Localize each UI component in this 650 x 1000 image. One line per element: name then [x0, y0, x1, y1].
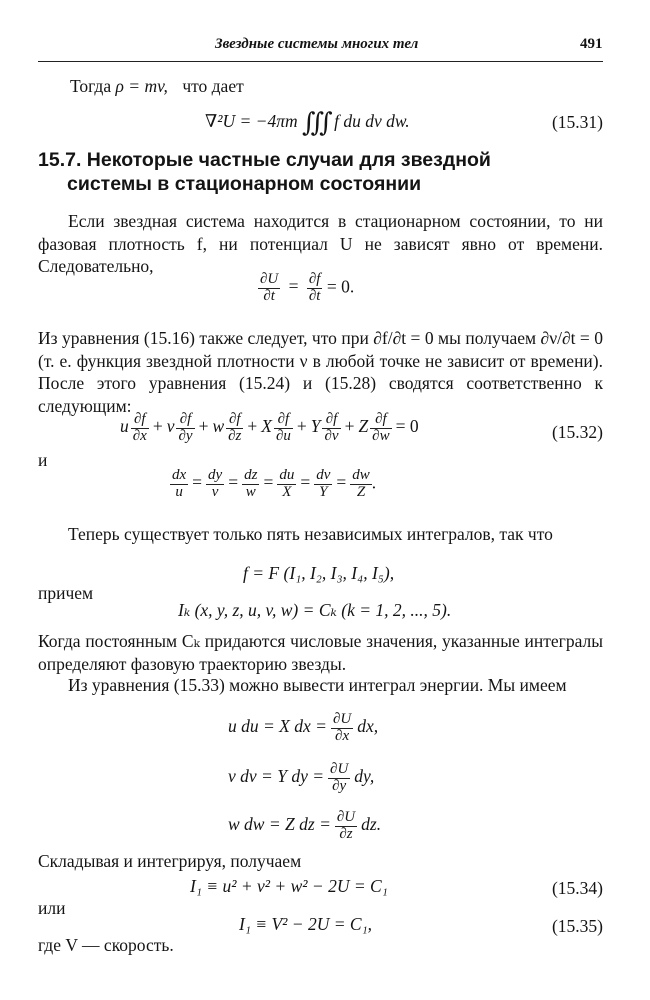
- plus-sign: +: [344, 416, 355, 437]
- stationary-tail: = 0.: [326, 276, 355, 297]
- eq-15-31-lhs: ∇²U = −4πm: [205, 111, 298, 131]
- eq-number-15-32: (15.32): [551, 422, 603, 442]
- energy-tail: dz.: [361, 814, 382, 835]
- term-coefficient: v: [166, 416, 175, 437]
- fraction-dU-dt: $\frac{\partial U}{\partial t}$: [260, 271, 279, 304]
- eq-15-32-tail: = 0: [395, 416, 419, 437]
- characteristic-fraction: $\frac{dz}{w}$: [244, 467, 258, 500]
- characteristic-fraction: $\frac{dv}{Y}$: [316, 467, 331, 500]
- characteristic-fraction: $\frac{dx}{u}$: [172, 467, 187, 500]
- eq-number-15-35: (15.35): [551, 916, 603, 936]
- rho-equation: ρ = mv,: [115, 76, 168, 96]
- energy-tail: dy,: [354, 766, 375, 787]
- term-coefficient: X: [261, 416, 272, 437]
- term-coefficient: u: [120, 416, 129, 437]
- term-fraction: $\frac{\partial f}{\partial z}$: [228, 411, 242, 444]
- characteristic-fraction: $\frac{dy}{v}$: [208, 467, 223, 500]
- energy-equation: [228, 712, 378, 745]
- energy-tail: dx,: [357, 716, 379, 737]
- eq-15-31-rhs: f du dv dw.: [334, 111, 410, 131]
- energy-lhs: w dw = Z dz =: [228, 814, 331, 835]
- fraction-df-dt: $\frac{\partial f}{\partial t}$: [308, 271, 321, 304]
- term-fraction: $\frac{\partial f}{\partial x}$: [132, 411, 147, 444]
- section-title-line1: 15.7. Некоторые частные случаи для звездной: [38, 149, 491, 171]
- energy-lhs: v dv = Y dy =: [228, 766, 325, 787]
- plus-sign: +: [198, 416, 209, 437]
- equation-f: f = F (I₁, I₂, I₃, I₄, I₅),: [243, 563, 395, 583]
- eq-number-15-34: (15.34): [551, 878, 603, 898]
- paragraph-reduction: Из уравнения (15.16) также следует, что при ∂f/∂t = 0 мы получаем ∂ν/∂t = 0 (т. е. функция звездной плотности ν в любой точке не зависит от времени). После этого уравнения (15.24) и (15.28) сводятся соответственно к следующим:: [38, 328, 603, 416]
- equals-sign: =: [300, 472, 311, 493]
- equation-15-31: [205, 108, 410, 138]
- energy-lhs: u du = X dx =: [228, 716, 327, 737]
- characteristic-fraction: $\frac{du}{X}$: [279, 467, 295, 500]
- term-coefficient: w: [212, 416, 225, 437]
- energy-fraction: $\frac{\partial U}{\partial z}$: [336, 809, 356, 842]
- triple-integral-sign: ∭: [302, 108, 330, 137]
- equation-15-35: I₁ ≡ V² − 2U = C₁,: [239, 914, 373, 934]
- plus-sign: +: [296, 416, 307, 437]
- eq-number-15-31: (15.31): [551, 112, 603, 132]
- equals-sign: =: [336, 472, 347, 493]
- word-or: или: [38, 898, 66, 918]
- energy-fraction: $\frac{\partial U}{\partial y}$: [330, 761, 349, 794]
- term-fraction: $\frac{\partial f}{\partial w}$: [372, 411, 390, 444]
- header-rule: [38, 61, 603, 62]
- paragraph-energy: Из уравнения (15.33) можно вывести интеграл энергии. Мы имеем: [68, 675, 567, 695]
- characteristics-tail: .: [371, 472, 377, 493]
- intro-suffix: что дает: [182, 76, 244, 96]
- plus-sign: +: [247, 416, 258, 437]
- equals-sign: =: [228, 472, 239, 493]
- speed-definition: где V — скорость.: [38, 935, 174, 955]
- equation-15-32: [120, 412, 419, 445]
- equation-Ik: Iₖ (x, y, z, u, v, w) = Cₖ (k = 1, 2, ..., 5).: [178, 600, 452, 620]
- term-fraction: $\frac{\partial f}{\partial v}$: [324, 411, 339, 444]
- paragraph-summing: Складывая и интегрируя, получаем: [38, 851, 302, 871]
- energy-equation: [228, 762, 374, 795]
- equals-sign: =: [192, 472, 203, 493]
- energy-fraction: $\frac{\partial U}{\partial x}$: [332, 711, 352, 744]
- energy-equation: [228, 810, 381, 843]
- term-fraction: $\frac{\partial f}{\partial y}$: [178, 411, 193, 444]
- paragraph-stationary: Если звездная система находится в стационарном состоянии, то ни фазовая плотность f, ни потенциал U не зависят явно от времени. Следовательно,: [38, 211, 603, 276]
- section-title-line2: системы в стационарном состоянии: [67, 173, 422, 195]
- equation-characteristics: [170, 468, 376, 501]
- intro-prefix: Тогда: [70, 76, 116, 96]
- term-coefficient: Z: [358, 416, 369, 437]
- word-prichem: причем: [38, 583, 94, 603]
- term-coefficient: Y: [310, 416, 321, 437]
- term-fraction: $\frac{\partial f}{\partial u}$: [275, 411, 291, 444]
- equation-15-34: I₁ ≡ u² + v² + w² − 2U = C₁: [190, 876, 388, 896]
- characteristic-fraction: $\frac{dw}{Z}$: [352, 467, 370, 500]
- word-and: и: [38, 450, 48, 470]
- equation-stationary: $\frac{\partial U}{\partial t}$ = $\frac{\partial f}{\partial t}$ = 0.: [260, 271, 355, 304]
- paragraph-integrals: Теперь существует только пять независимых интегралов, так что: [68, 524, 553, 544]
- page-number: 491: [580, 36, 603, 52]
- equals-sign: =: [263, 472, 274, 493]
- running-header-title: Звездные системы многих тел: [215, 36, 419, 52]
- paragraph-constants: Когда постоянным Cₖ придаются числовые значения, указанные интегралы определяют фазовую траекторию звезды.: [38, 631, 603, 674]
- intro-line: [70, 76, 244, 97]
- plus-sign: +: [152, 416, 163, 437]
